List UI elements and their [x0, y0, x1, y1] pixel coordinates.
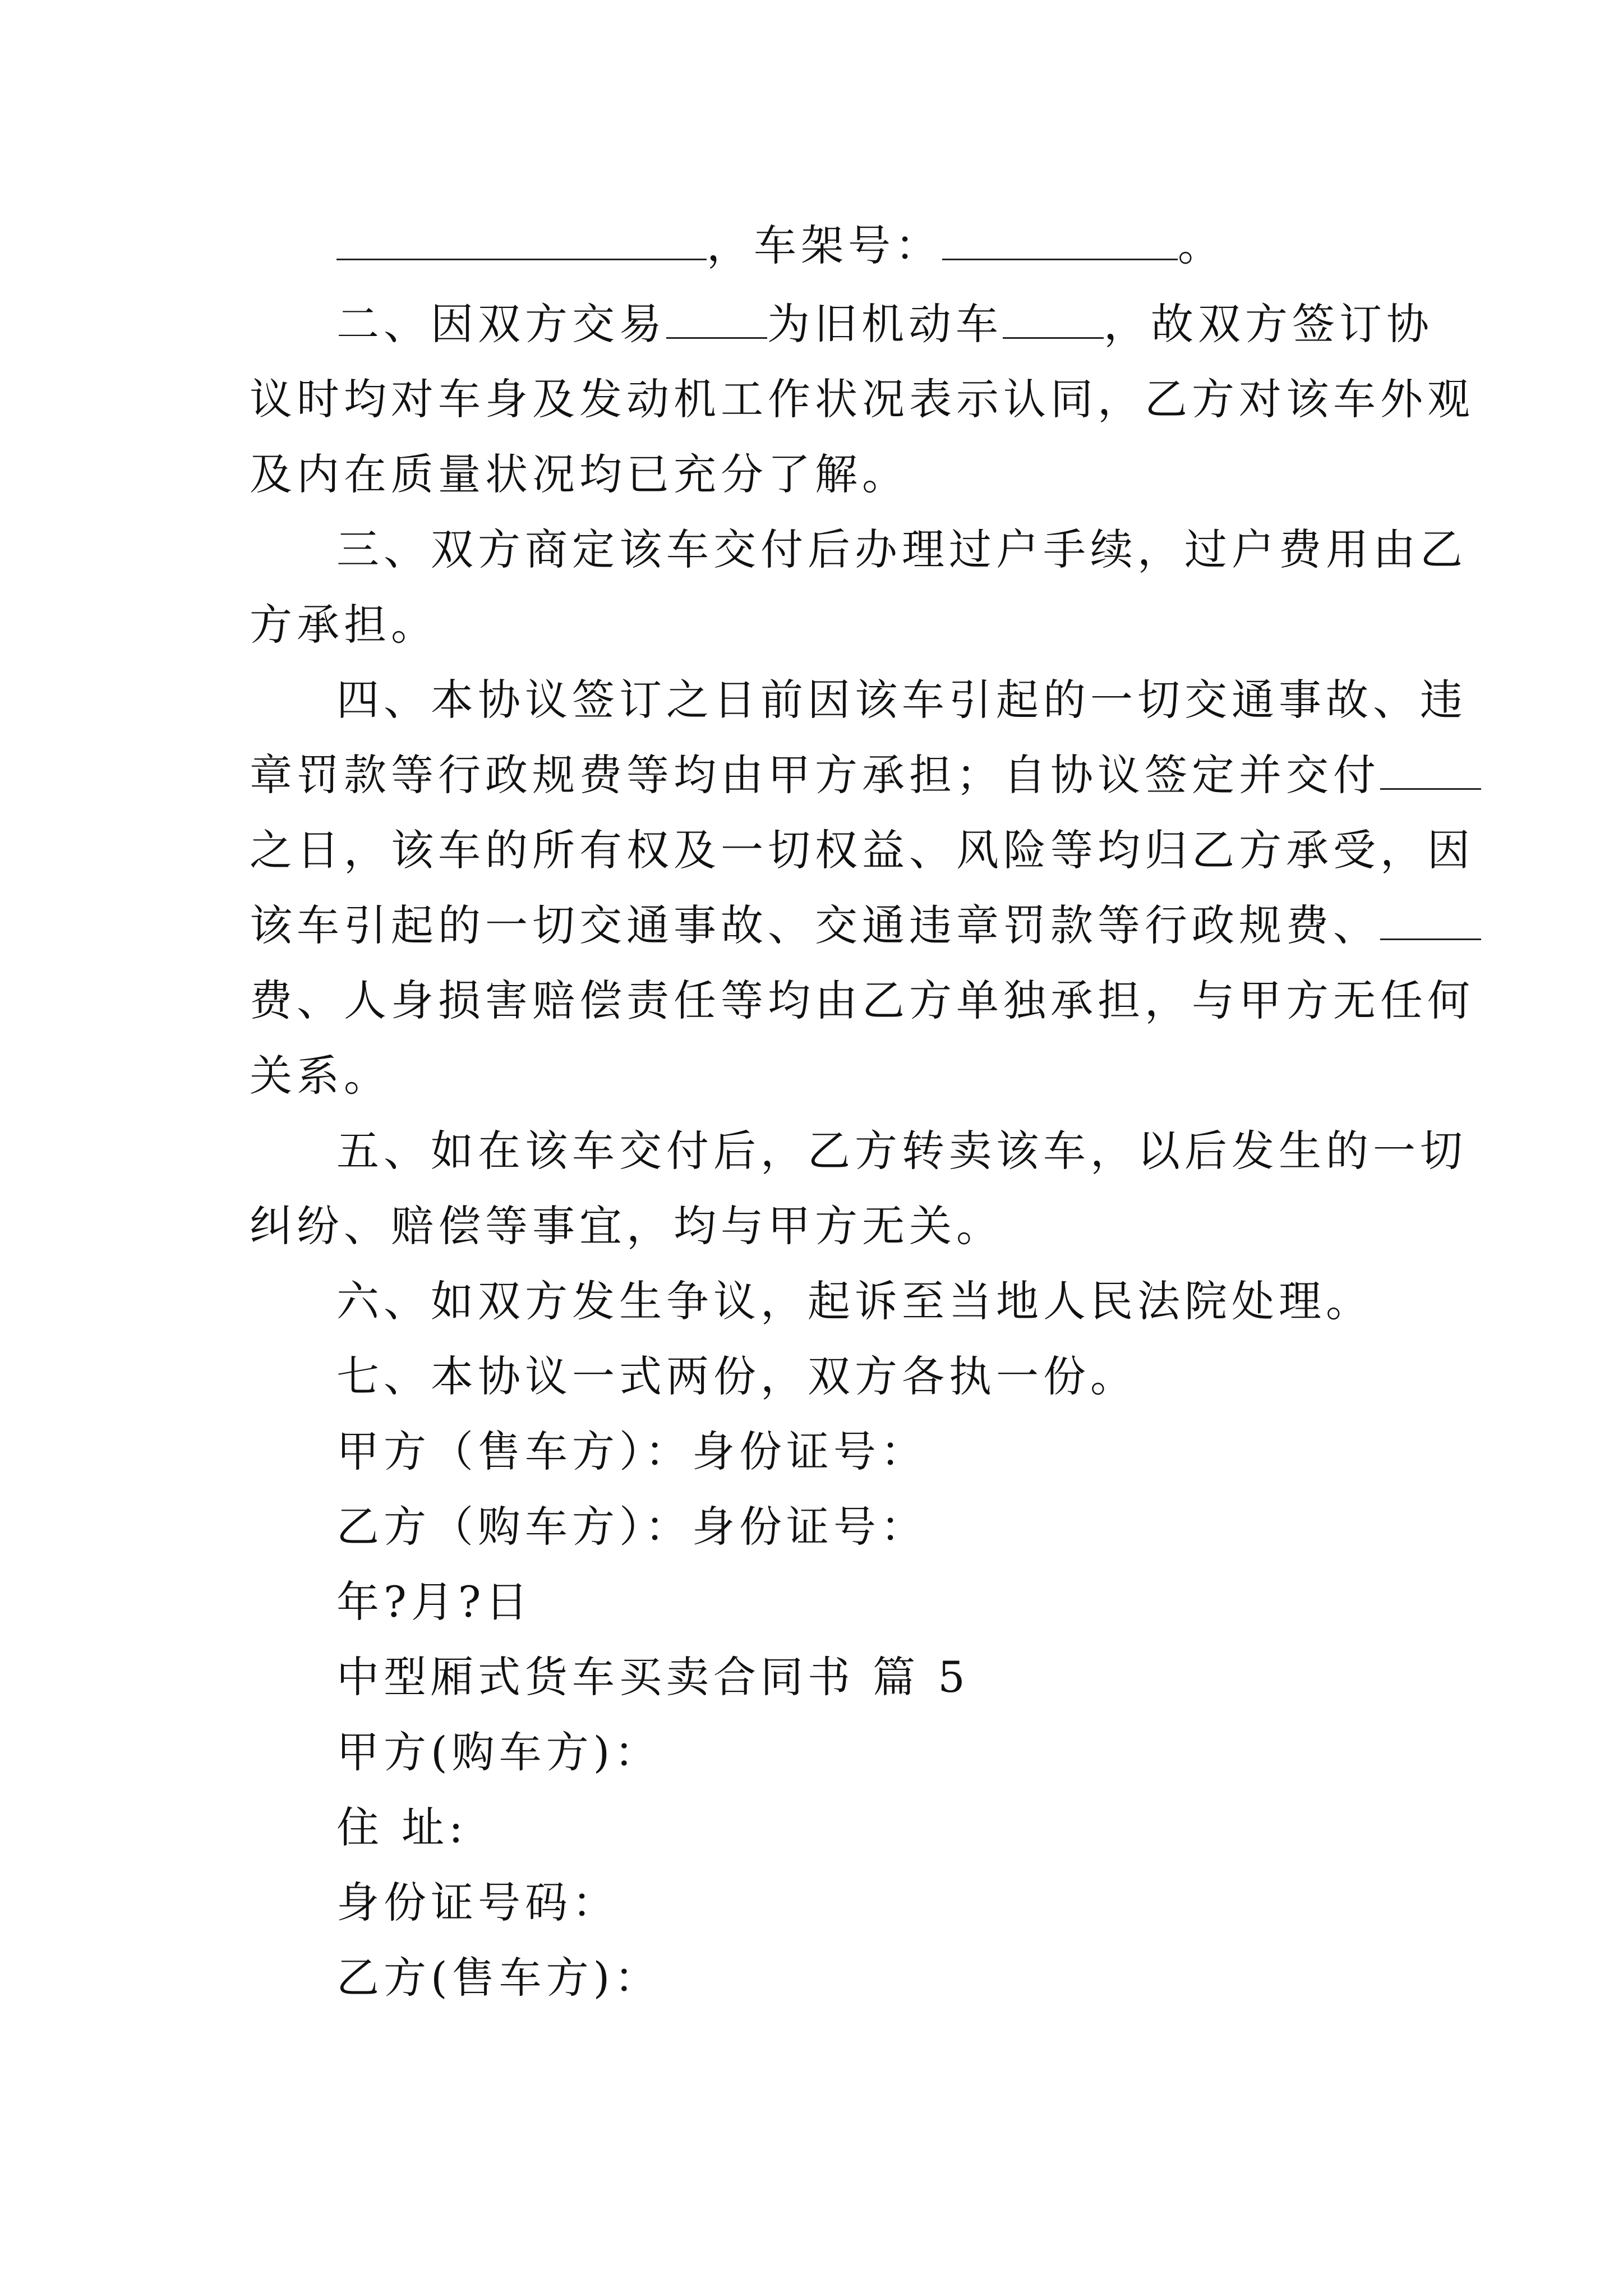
- clause-text: 二、因双方交易: [336, 299, 666, 349]
- frame-number-line: [336, 218, 1225, 274]
- clause-4-line-2: [250, 747, 1481, 803]
- party-b-buyer-signature: 乙方（购车方）：身份证号：: [336, 1502, 928, 1552]
- clause-text: 该车引起的一切交通事故、交通违章罚款等行政规费、: [250, 900, 1380, 950]
- fill-blank: [336, 219, 707, 260]
- clause-text: ，故双方签订协: [1104, 299, 1433, 349]
- date-line: 年?月?日: [336, 1577, 533, 1627]
- fill-blank: [1003, 298, 1104, 339]
- fill-blank: [942, 219, 1178, 260]
- fill-blank: [666, 298, 767, 339]
- party-b-seller-label: 乙方(售车方)：: [336, 1953, 662, 2003]
- clause-3-line-2: 方承担。: [250, 600, 438, 650]
- fill-blank: [1380, 899, 1481, 940]
- contract-5-title: 中型厢式货车买卖合同书 篇 5: [336, 1652, 970, 1702]
- clause-7: 七、本协议一式两份，双方各执一份。: [336, 1351, 1137, 1401]
- sentence-end: 。: [1178, 220, 1225, 270]
- clause-6: 六、如双方发生争议，起诉至当地人民法院处理。: [336, 1276, 1373, 1326]
- party-a-buyer-label: 甲方(购车方)：: [336, 1727, 662, 1777]
- clause-4-line-3: 之日，该车的所有权及一切权益、风险等均归乙方承受，因: [250, 825, 1474, 875]
- clause-4-line-1: 四、本协议签订之日前因该车引起的一切交通事故、违: [336, 675, 1467, 725]
- clause-2-line-1: [336, 296, 1433, 352]
- clause-3-line-1: 三、双方商定该车交付后办理过户手续，过户费用由乙: [336, 524, 1467, 574]
- address-label: 住 址:: [336, 1802, 468, 1852]
- clause-4-line-5: 费、人身损害赔偿责任等均由乙方单独承担，与甲方无任何: [250, 976, 1474, 1025]
- clause-5-line-1: 五、如在该车交付后，乙方转卖该车，以后发生的一切: [336, 1126, 1467, 1176]
- fill-blank: [1380, 749, 1481, 790]
- party-a-seller-signature: 甲方（售车方）：身份证号：: [336, 1427, 928, 1476]
- clause-text: 为旧机动车: [767, 299, 1003, 349]
- frame-number-label: ，车架号：: [707, 220, 942, 270]
- clause-5-line-2: 纠纷、赔偿等事宜，均与甲方无关。: [250, 1201, 1003, 1251]
- clause-2-line-3: 及内在质量状况均已充分了解。: [250, 449, 909, 499]
- clause-4-line-4: [250, 898, 1481, 954]
- clause-4-line-6: 关系。: [250, 1051, 391, 1101]
- id-number-label: 身份证号码：: [336, 1878, 619, 1927]
- clause-2-line-2: 议时均对车身及发动机工作状况表示认同，乙方对该车外观: [250, 374, 1474, 424]
- clause-text: 章罚款等行政规费等均由甲方承担；自协议签定并交付: [250, 750, 1380, 800]
